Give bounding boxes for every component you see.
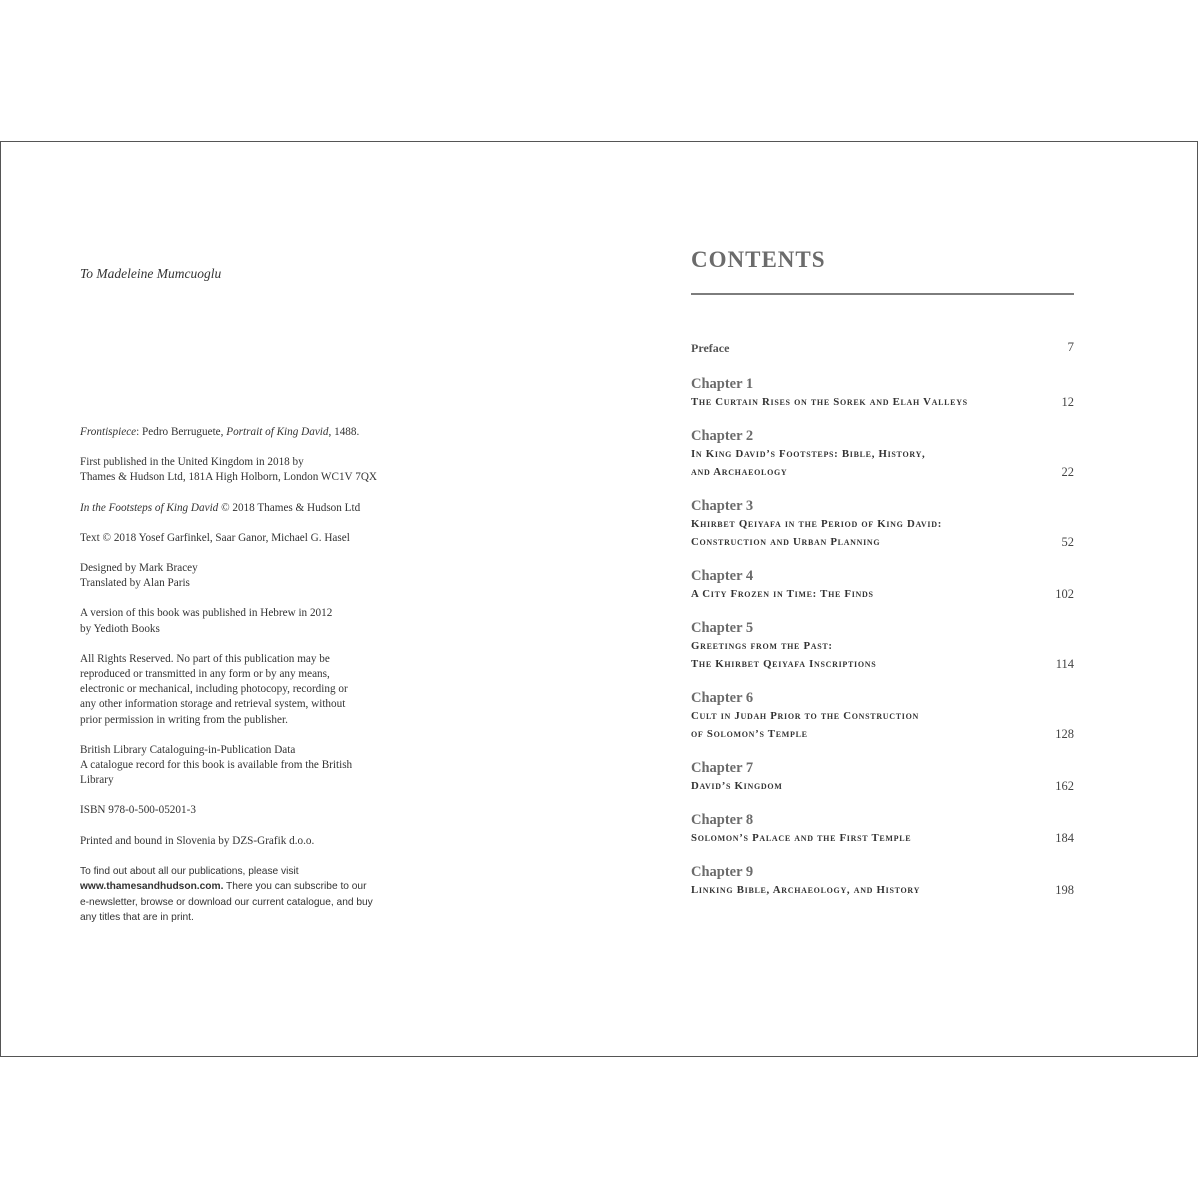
chapter-label: Chapter 4 [691,568,754,584]
rights-line: reproduced or transmitted in any form or by any means, [80,668,330,681]
toc-entry-preface[interactable] [691,339,1074,375]
toc-entry-chapter-5[interactable] [691,619,1074,673]
toc-entry-chapter-2[interactable] [691,427,1074,481]
text-copyright: Text © 2018 Yosef Garfinkel, Saar Ganor, Michael G. Hasel [80,531,350,544]
toc-entry-chapter-3[interactable] [691,497,1074,551]
rights-notice [80,652,380,728]
toc-entry-chapter-6[interactable] [691,689,1074,743]
rights-line: prior permission in writing from the publisher. [80,713,288,726]
chapter-title: and Archaeology [691,466,788,478]
toc-page-number: 198 [1055,883,1074,897]
chapter-label: Chapter 1 [691,376,754,392]
book-spread [0,141,1198,1057]
toc-page-number: 22 [1061,465,1074,479]
chapter-title: In King David’s Footsteps: Bible, History, [691,448,926,460]
cip-line: Library [80,774,114,787]
cip-data [80,743,380,789]
frontispiece-label: Frontispiece [80,426,137,438]
frontispiece-credit [80,425,380,440]
chapter-label: Chapter 2 [691,428,754,444]
imprint-block [80,425,380,940]
frontispiece-title: Portrait of King David [226,426,329,438]
toc-entry-chapter-4[interactable] [691,567,1074,603]
toc-entry-chapter-7[interactable] [691,759,1074,795]
chapter-label: Chapter 9 [691,864,754,880]
chapter-title: Greetings from the Past: [691,640,833,652]
printed-by: Printed and bound in Slovenia by DZS-Grafik d.o.o. [80,834,315,847]
book-title: In the Footsteps of King David [80,501,219,514]
toc-page-number: 102 [1055,587,1074,601]
heading-rule [691,293,1074,295]
toc-entry-label: Preface [691,341,730,355]
chapter-title: Cult in Judah Prior to the Construction [691,710,920,722]
chapter-title: Construction and Urban Planning [691,536,881,548]
find-out-line: To find out about all our publications, please visit [80,865,299,877]
isbn: ISBN 978-0-500-05201-3 [80,804,196,817]
cip-line: British Library Cataloguing-in-Publication Data [80,743,296,756]
chapter-label: Chapter 6 [691,690,754,706]
chapter-title: The Khirbet Qeiyafa Inscriptions [691,658,877,670]
chapter-label: Chapter 7 [691,760,754,776]
chapter-title: Khirbet Qeiyafa in the Period of King David: [691,518,942,530]
rights-line: electronic or mechanical, including photocopy, recording or [80,683,348,696]
toc-entry-chapter-8[interactable] [691,811,1074,847]
chapter-title: David’s Kingdom [691,780,783,792]
toc-page-number: 52 [1061,535,1074,549]
toc-entry-chapter-1[interactable] [691,375,1074,411]
find-out-line: There you can subscribe to our [223,881,367,893]
toc-page-number: 12 [1061,395,1074,409]
hebrew-line: by Yedioth Books [80,622,160,635]
chapter-title: The Curtain Rises on the Sorek and Elah Valleys [691,396,968,408]
chapter-title: Solomon’s Palace and the First Temple [691,832,912,844]
contents-heading: CONTENTS [691,247,826,272]
contents-page [601,142,1199,1056]
toc-page-number: 162 [1055,779,1074,793]
rights-line: All Rights Reserved. No part of this publication may be [80,652,330,665]
chapter-label: Chapter 5 [691,620,754,636]
dedication: To Madeleine Mumcuoglu [80,266,222,281]
chapter-label: Chapter 3 [691,498,754,514]
chapter-title: of Solomon’s Temple [691,728,808,740]
copyright-page [1,142,601,1056]
toc-page-number: 7 [1067,339,1074,354]
publisher-address: Thames & Hudson Ltd, 181A High Holborn, London WC1V 7QX [80,471,377,484]
frontispiece-year: , 1488. [328,426,360,438]
credits [80,561,380,591]
frontispiece-text: : Pedro Berruguete, [136,426,227,438]
toc-page-number: 114 [1055,657,1074,671]
translator-credit: Translated by Alan Paris [80,577,190,590]
chapter-label: Chapter 8 [691,812,754,828]
toc-entry-chapter-9[interactable] [691,863,1074,899]
hebrew-line: A version of this book was published in Hebrew in 2012 [80,607,333,620]
book-copyright-text: © 2018 Thames & Hudson Ltd [218,501,361,514]
toc-page-number: 128 [1055,727,1074,741]
rights-line: any other information storage and retrieval system, without [80,698,346,711]
book-copyright [80,501,380,516]
chapter-title: Linking Bible, Archaeology, and History [691,884,921,896]
find-out-note [80,864,380,926]
table-of-contents [691,339,1074,915]
publisher-website-link[interactable]: www.thamesandhudson.com. [80,881,224,893]
chapter-title: A City Frozen in Time: The Finds [691,588,874,600]
toc-page-number: 184 [1055,831,1074,845]
find-out-line: any titles that are in print. [80,912,194,924]
find-out-line: e-newsletter, browse or download our current catalogue, and buy [80,896,373,908]
cip-line: A catalogue record for this book is available from the British [80,759,353,772]
hebrew-edition-note [80,606,380,636]
designer-credit: Designed by Mark Bracey [80,562,198,575]
publication-info [80,455,380,485]
published-line: First published in the United Kingdom in 2018 by [80,456,304,469]
